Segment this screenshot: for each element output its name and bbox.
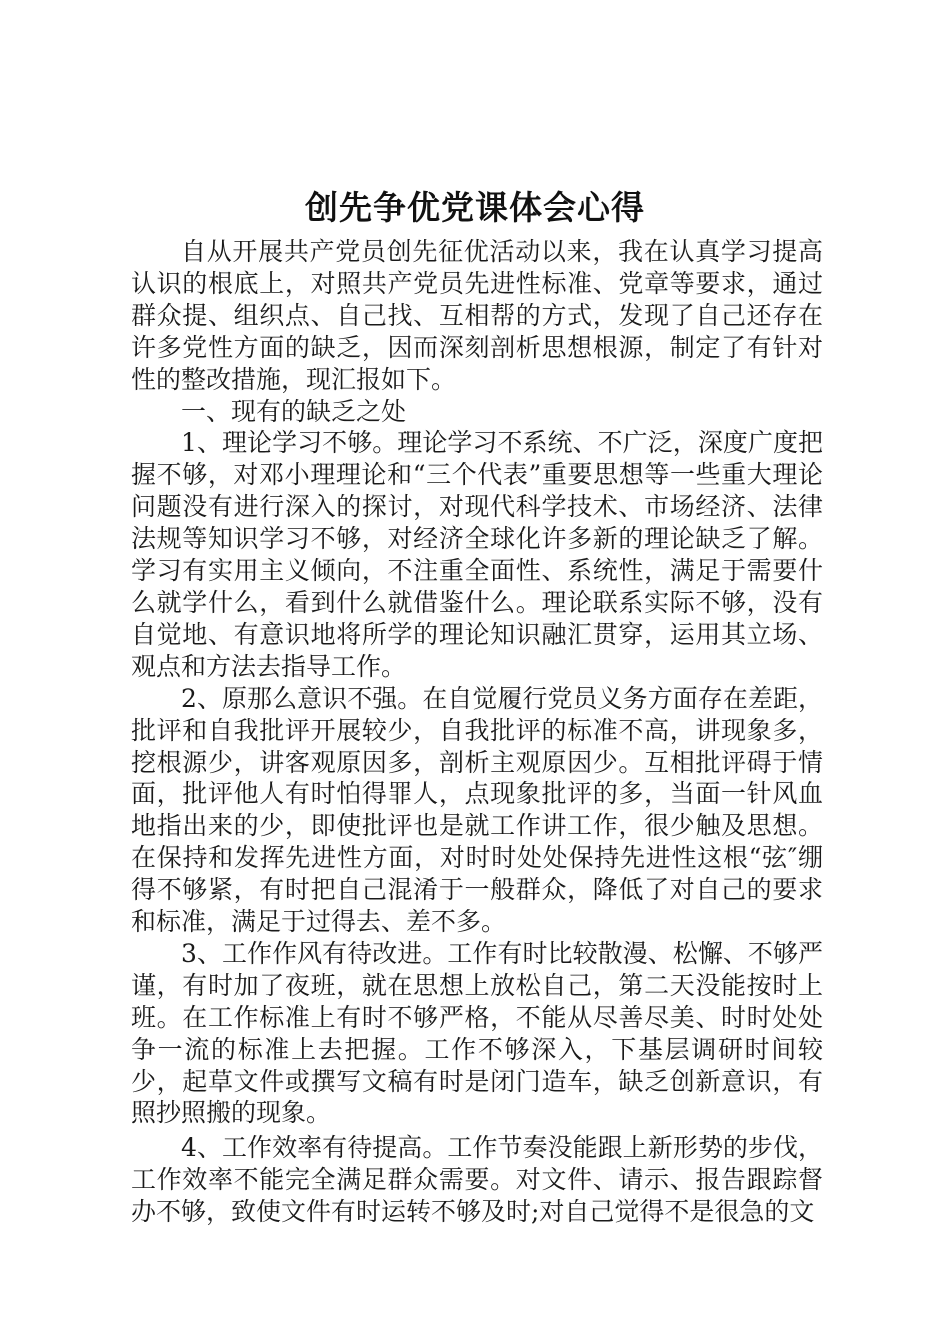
paragraph-point-1: 1、理论学习不够。理论学习不系统、不广泛，深度广度把握不够，对邓小理理论和“三个代表”重要思想等一些重大理论问题没有进行深入的探讨，对现代科学技术、市场经济、法律法规等知识学习不够，对经济全球化许多新的理论缺乏了解。学习有实用主义倾向，不注重全面性、系统性，满足于需要什么就学什么，看到什么就借鉴什么。理论联系实际不够，没有自觉地、有意识地将所学的理论知识融汇贯穿，运用其立场、观点和方法去指导工作。 [131,428,823,681]
paragraph-point-2: 2、原那么意识不强。在自觉履行党员义务方面存在差距，批评和自我批评开展较少，自我批评的标准不高，讲现象多，挖根源少，讲客观原因多，剖析主观原因少。互相批评碍于情面，批评他人有时怕得罪人，点现象批评的多，当面一针风血地指出来的少，即使批评也是就工作讲工作，很少触及思想。在保持和发挥先进性方面，对时时处处保持先进性这根“弦″绷得不够紧，有时把自己混淆于一般群众，降低了对自己的要求和标准，满足于过得去、差不多。 [131,683,823,937]
paragraph-point-4: 4、工作效率有待提高。工作节奏没能跟上新形势的步伐，工作效率不能完全满足群众需要。对文件、请示、报告跟踪督办不够，致使文件有时运转不够及时;对自己觉得不是很急的文 [131,1133,823,1227]
paragraph-intro: 自从开展共产党员创先征优活动以来，我在认真学习提高认识的根底上，对照共产党员先进性标准、党章等要求，通过群众提、组织点、自己找、互相帮的方式，发现了自己还存在许多党性方面的缺乏，因而深刻剖析思想根源，制定了有针对性的整改措施，现汇报如下。 [131,237,823,394]
document-body [131,236,823,1228]
section-heading: 一、现有的缺乏之处 [181,396,407,426]
page-title: 创先争优党课体会心得 [305,188,645,227]
paragraph-point-3: 3、工作作风有待改进。工作有时比较散漫、松懈、不够严谨，有时加了夜班，就在思想上放松自己，第二天没能按时上班。在工作标准上有时不够严格，不能从尽善尽美、时时处处争一流的标准上去把握。工作不够深入，下基层调研时间较少，起草文件或撰写文稿有时是闭门造车，缺乏创新意识，有照抄照搬的现象。 [131,938,823,1128]
